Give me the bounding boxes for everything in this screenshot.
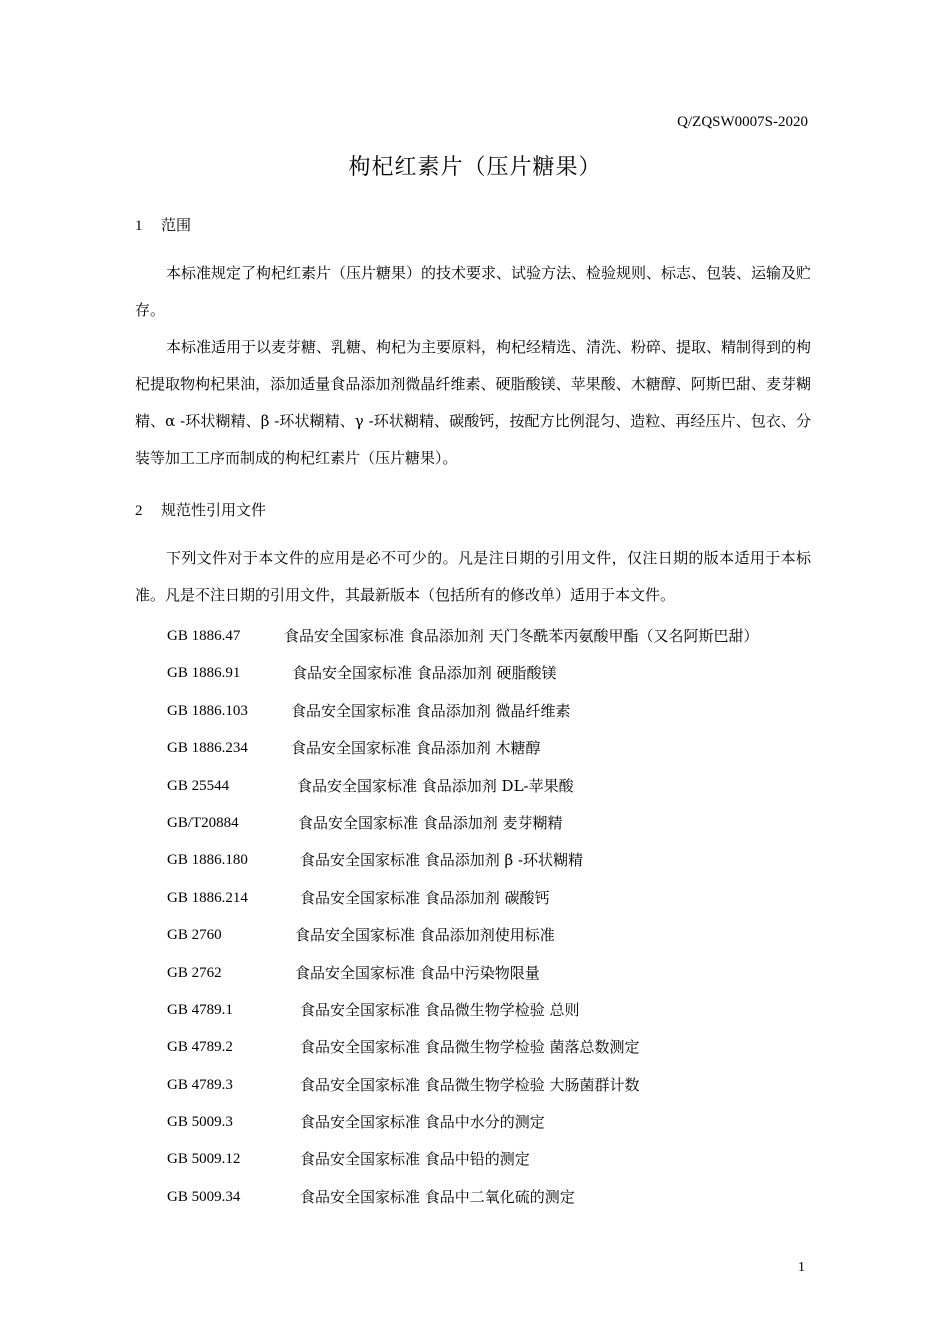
- reference-item: [167, 618, 827, 655]
- reference-title: 食品安全国家标准 食品添加剂 β -环状糊精: [300, 851, 584, 870]
- scope-paragraph-2: 本标准适用于以麦芽糖、乳糖、枸杞为主要原料，枸杞经精选、清洗、粉碎、提取、精制得到的枸杞提取物枸杞果油，添加适量食品添加剂微晶纤维素、硬脂酸镁、苹果酸、木糖醇、阿斯巴甜、麦芽糊精、α -环状糊精、β -环状糊精、γ -环状糊精、碳酸钙，按配方比例混匀、造粒、再经压片、包衣、分装等加工工序而制成的枸杞红素片（压片糖果）。: [135, 338, 812, 467]
- standard-code: Q/ZQSW0007S-2020: [677, 114, 808, 130]
- reference-title: 食品安全国家标准 食品添加剂 麦芽糊精: [298, 813, 563, 832]
- reference-code: GB 5009.12: [167, 1151, 241, 1168]
- reference-title: 食品安全国家标准 食品微生物学检验 大肠菌群计数: [300, 1075, 640, 1094]
- reference-title: 食品安全国家标准 食品微生物学检验 总则: [300, 1000, 580, 1019]
- reference-title: 食品安全国家标准 食品添加剂 硬脂酸镁: [292, 664, 557, 683]
- reference-item: [167, 1141, 827, 1178]
- reference-code: GB 2760: [167, 927, 222, 944]
- reference-item: [167, 955, 827, 992]
- section-heading-scope: [135, 214, 191, 235]
- reference-title: 食品安全国家标准 食品添加剂 木糖醇: [291, 739, 541, 758]
- section-title: 规范性引用文件: [161, 501, 267, 519]
- reference-item: [167, 880, 827, 917]
- reference-item: [167, 1067, 827, 1104]
- reference-list: [167, 618, 827, 1216]
- section-title: 范围: [161, 216, 192, 234]
- reference-code: GB 5009.3: [167, 1114, 233, 1131]
- reference-item: [167, 917, 827, 954]
- reference-code: GB 4789.1: [167, 1001, 233, 1018]
- reference-code: GB/T20884: [167, 814, 239, 831]
- page-number: 1: [798, 1260, 805, 1275]
- reference-code: GB 25544: [167, 777, 230, 794]
- reference-item: [167, 1104, 827, 1141]
- reference-code: GB 5009.34: [167, 1188, 241, 1205]
- reference-code: GB 1886.91: [167, 665, 241, 682]
- section-heading-references: [135, 499, 266, 520]
- reference-title: 食品安全国家标准 食品添加剂 碳酸钙: [300, 888, 550, 907]
- reference-code: GB 1886.234: [167, 740, 248, 757]
- reference-title: 食品安全国家标准 食品添加剂 微晶纤维素: [291, 701, 571, 720]
- reference-code: GB 1886.47: [167, 628, 241, 644]
- reference-item: [167, 693, 827, 730]
- reference-title: 食品安全国家标准 食品中铅的测定: [300, 1150, 530, 1169]
- section-number: 2: [135, 503, 143, 519]
- reference-item: [167, 1029, 827, 1066]
- reference-item: [167, 655, 827, 692]
- reference-title: 食品安全国家标准 食品中污染物限量: [295, 963, 540, 982]
- reference-item: [167, 992, 827, 1029]
- reference-title: 食品安全国家标准 食品微生物学检验 菌落总数测定: [300, 1038, 640, 1057]
- section-number: 1: [135, 218, 143, 234]
- reference-code: GB 4789.2: [167, 1039, 233, 1056]
- scope-paragraph-1: 本标准规定了枸杞红素片（压片糖果）的技术要求、试验方法、检验规则、标志、包装、运输及贮存。: [135, 264, 812, 319]
- reference-code: GB 4789.3: [167, 1076, 233, 1093]
- reference-title: 食品安全国家标准 食品添加剂使用标准: [295, 926, 555, 945]
- reference-item: [167, 805, 827, 842]
- reference-code: GB 1886.180: [167, 852, 248, 869]
- document-title: 枸杞红素片（压片糖果）: [348, 155, 602, 180]
- reference-item: [167, 730, 827, 767]
- reference-code: GB 1886.103: [167, 702, 248, 719]
- reference-item: [167, 1179, 827, 1216]
- references-intro: 下列文件对于本文件的应用是必不可少的。凡是注日期的引用文件，仅注日期的版本适用于本标准。凡是不注日期的引用文件，其最新版本（包括所有的修改单）适用于本文件。: [135, 549, 811, 604]
- reference-item: [167, 842, 827, 879]
- reference-title: 食品安全国家标准 食品添加剂 天门冬酰苯丙氨酸甲酯（又名阿斯巴甜）: [284, 627, 759, 645]
- reference-code: GB 1886.214: [167, 889, 248, 906]
- reference-title: 食品安全国家标准 食品中水分的测定: [300, 1113, 545, 1132]
- reference-title: 食品安全国家标准 食品中二氧化硫的测定: [300, 1187, 575, 1206]
- reference-code: GB 2762: [167, 964, 222, 981]
- reference-title: 食品安全国家标准 食品添加剂 DL-苹果酸: [297, 776, 574, 795]
- reference-item: [167, 768, 827, 805]
